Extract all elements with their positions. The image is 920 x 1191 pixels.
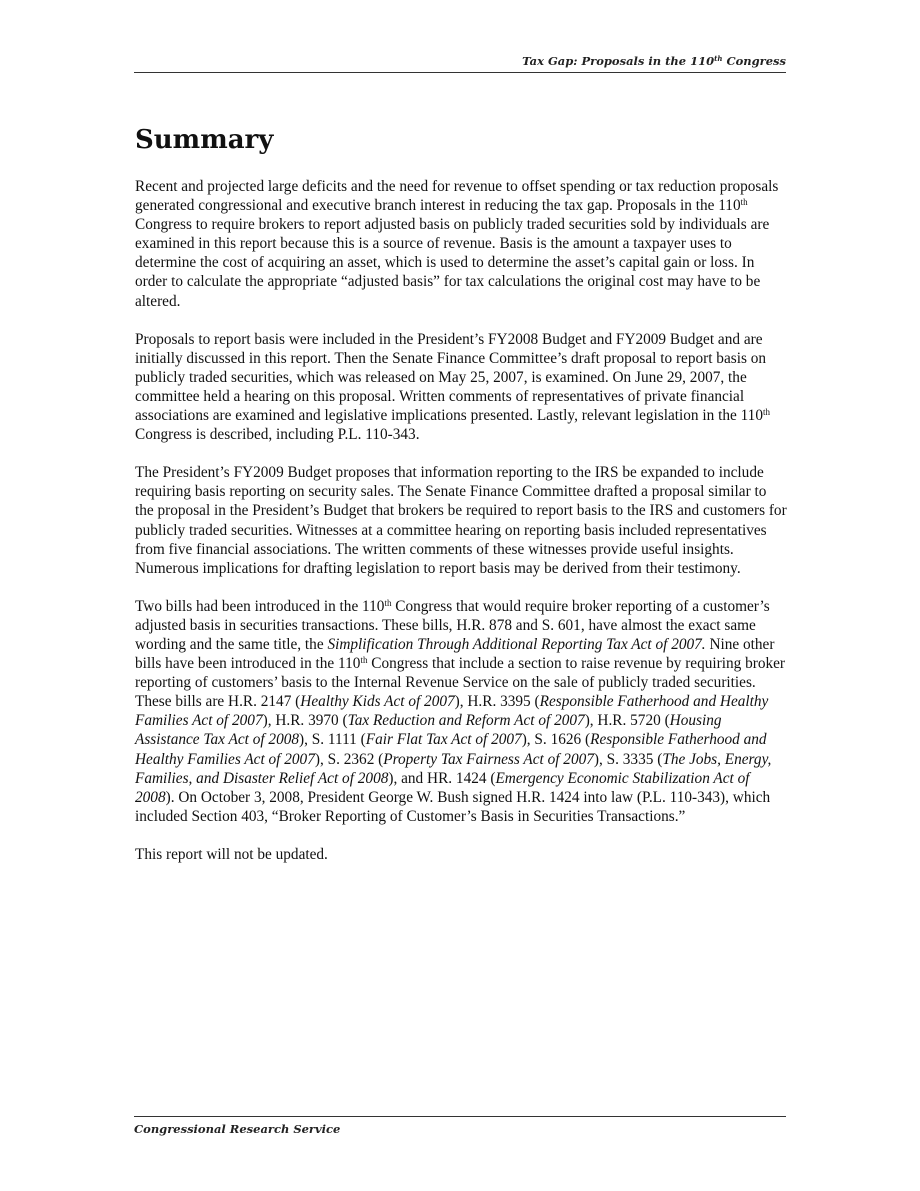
paragraph-1-text-b: Congress to require brokers to report adjusted basis on publicly traded securities sold by individuals are examined in this report because this is a source of revenue. Basis is the amount a taxpayer uses to determine the cost of acquiring an asset, which is used to determine the asset’s capital gain or loss. In order to calculate the appropriate “adjusted basis” for tax calculations the original cost may have to be altered. xyxy=(135,216,770,310)
running-header xyxy=(134,54,786,73)
paragraph-4-text: ), S. 3335 ( xyxy=(593,750,663,768)
bill-title: Emergency Economic Stabilization Act of 2008 xyxy=(135,769,750,806)
bill-title: Responsible Fatherhood and Healthy Families Act of 2007 xyxy=(135,693,769,730)
paragraph-4-text: Congress that include a section to raise revenue by requiring broker reporting of customers’ basis to the Internal Revenue Service on the sale of publicly traded securities. These bills are H.R. 2147 ( xyxy=(135,655,786,711)
paragraph-1-ordinal: th xyxy=(740,197,748,208)
paragraph-4-ordinal: th xyxy=(384,597,392,608)
paragraph-4-text: ), S. 2362 ( xyxy=(314,750,384,768)
paragraph-4-text: ), H.R. 3395 ( xyxy=(454,693,540,711)
running-header-title: Tax Gap: Proposals in the 110 xyxy=(522,54,715,68)
bill-title: Simplification Through Additional Reporting Tax Act of 2007. xyxy=(327,635,706,653)
paragraph-4-text: ), and HR. 1424 ( xyxy=(388,769,496,787)
paragraph-2-text-b: Congress is described, including P.L. 110-343. xyxy=(135,426,420,444)
paragraph-1 xyxy=(135,177,787,311)
paragraph-4-ordinal: th xyxy=(360,655,368,666)
bill-title: Responsible Fatherhood and Healthy Families Act of 2007 xyxy=(135,731,767,768)
paragraph-4-text: ), H.R. 3970 ( xyxy=(262,712,348,730)
paragraph-5: This report will not be updated. xyxy=(135,845,328,863)
paragraph-1-text-a: Recent and projected large deficits and the need for revenue to offset spending or tax reduction proposals generated congressional and executive branch interest in reducing the tax gap. Proposals in the 110 xyxy=(135,178,779,215)
paragraph-4-text: ), H.R. 5720 ( xyxy=(584,712,670,730)
paragraph-4-text: Congress that would require broker reporting of a customer’s adjusted basis in securities transactions. These bills, H.R. 878 and S. 601, have almost the exact same wording and the same title, the xyxy=(135,597,770,653)
paragraph-4-text: Nine other bills have been introduced in the 110 xyxy=(135,635,775,673)
running-footer: Congressional Research Service xyxy=(134,1116,786,1136)
paragraph-4-text: ), S. 1111 ( xyxy=(299,731,366,749)
bill-title: Property Tax Fairness Act of 2007 xyxy=(383,750,594,768)
paragraph-4-text: Two bills had been introduced in the 110 xyxy=(135,597,385,615)
bill-title: Tax Reduction and Reform Act of 2007 xyxy=(347,712,585,730)
running-header-ordinal: th xyxy=(714,54,723,63)
bill-title: Fair Flat Tax Act of 2007 xyxy=(365,731,522,749)
paragraph-4-text: ), S. 1626 ( xyxy=(521,731,591,749)
page-title: Summary xyxy=(135,125,274,155)
paragraph-2-text-a: Proposals to report basis were included in the President’s FY2008 Budget and FY2009 Budget and are initially discussed in this report. Then the Senate Finance Committee’s draft proposal to report basis on publicly traded securities, which was released on May 25, 2007, is examined. On June 29, 2007, the committee held a hearing on this proposal. Written comments of representatives of private financial associations are examined and legislative implications presented. Lastly, relevant legislation in the 110 xyxy=(135,330,767,425)
paragraph-4 xyxy=(135,597,787,826)
paragraph-2-ordinal: th xyxy=(762,407,770,418)
running-header-congress: Congress xyxy=(722,54,786,68)
bill-title: The Jobs, Energy, Families, and Disaster Relief Act of 2008 xyxy=(135,750,772,787)
paragraph-4-text: ). On October 3, 2008, President George W. Bush signed H.R. 1424 into law (P.L. 110-343), which included Section 403, “Broker Reporting of Customer’s Basis in Securities Transactions.” xyxy=(135,788,771,825)
bill-title: Healthy Kids Act of 2007 xyxy=(300,693,455,711)
paragraph-2 xyxy=(135,330,787,445)
paragraph-3: The President’s FY2009 Budget proposes that information reporting to the IRS be expanded to include requiring basis reporting on security sales. The Senate Finance Committee drafted a proposal similar to the proposal in the President’s Budget that brokers be required to report basis to the IRS and customers for publicly traded securities. Witnesses at a committee hearing on reporting basis included representatives from five financial associations. The written comments of these witnesses provide useful insights. Numerous implications for drafting legislation to report basis may be derived from their testimony. xyxy=(135,464,787,577)
summary-body xyxy=(135,177,787,883)
bill-title: Housing Assistance Tax Act of 2008 xyxy=(135,712,722,749)
